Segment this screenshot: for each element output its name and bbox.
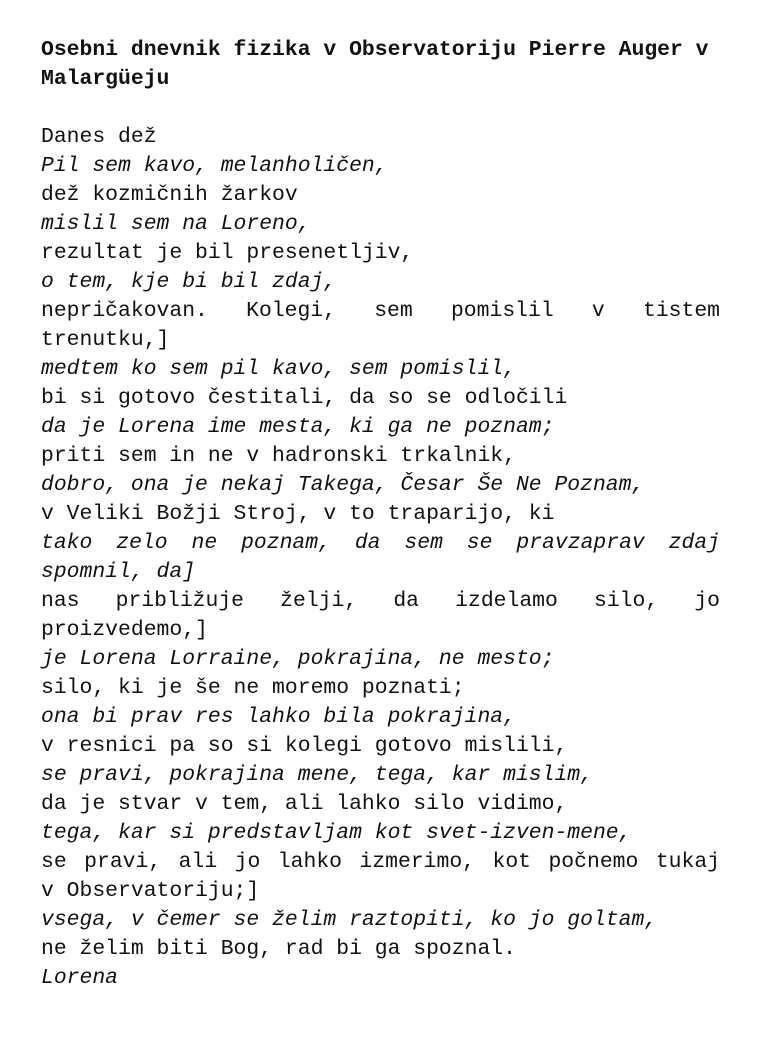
poem-line: v resnici pa so si kolegi gotovo mislili, [41, 734, 568, 758]
poem-line: da je stvar v tem, ali lahko silo vidimo, [41, 792, 568, 816]
poem-line: je Lorena Lorraine, pokrajina, ne mesto; [41, 647, 555, 671]
poem-line: rezultat je bil presenetljiv, [41, 241, 414, 265]
blank-line [41, 94, 720, 123]
poem-line: dobro, ona je nekaj Takega, Česar Še Ne Poznam, [41, 473, 645, 497]
poem-line: mislil sem na Loreno, [41, 212, 311, 236]
poem-line [41, 297, 720, 355]
poem-line: da je Lorena ime mesta, ki ga ne poznam; [41, 415, 555, 439]
poem-line: o tem, kje bi bil zdaj, [41, 270, 337, 294]
poem-line: v Veliki Božji Stroj, v to traparijo, ki [41, 502, 555, 526]
poem-line-text: se pravi, ali jo lahko izmerimo, kot počnemo tukaj [41, 850, 720, 874]
poem-line [41, 529, 720, 587]
poem-line-text: nas približuje želji, da izdelamo silo, jo [41, 589, 720, 613]
poem-line-continuation: trenutku,] [41, 328, 170, 352]
poem-line: bi si gotovo čestitali, da so se odločili [41, 386, 568, 410]
poem-line: dež kozmičnih žarkov [41, 183, 298, 207]
poem-line-continuation: spomnil, da] [41, 560, 196, 584]
poem-line: Danes dež [41, 125, 157, 149]
poem-line: Pil sem kavo, melanholičen, [41, 154, 388, 178]
poem-line: vsega, v čemer se želim raztopiti, ko jo goltam, [41, 908, 658, 932]
poem-line: priti sem in ne v hadronski trkalnik, [41, 444, 516, 468]
poem-line: tega, kar si predstavljam kot svet-izven-mene, [41, 821, 632, 845]
poem-line: se pravi, pokrajina mene, tega, kar mislim, [41, 763, 593, 787]
poem-line: silo, ki je še ne moremo poznati; [41, 676, 465, 700]
poem-line: ne želim biti Bog, rad bi ga spoznal. [41, 937, 516, 961]
poem-line-text: nepričakovan. Kolegi, sem pomislil v tistem [41, 299, 720, 323]
poem-line: medtem ko sem pil kavo, sem pomislil, [41, 357, 516, 381]
poem-line: ona bi prav res lahko bila pokrajina, [41, 705, 516, 729]
poem-body [41, 123, 720, 993]
poem-line-text: tako zelo ne poznam, da sem se pravzaprav zdaj [41, 531, 720, 555]
document-page [41, 36, 720, 993]
poem-line: Lorena [41, 966, 119, 990]
poem-line [41, 848, 720, 906]
document-title: Osebni dnevnik fizika v Observatoriju Pierre Auger v Malargüeju [41, 38, 709, 91]
poem-line-continuation: v Observatoriju;] [41, 879, 260, 903]
poem-line-continuation: proizvedemo,] [41, 618, 208, 642]
poem-line [41, 587, 720, 645]
